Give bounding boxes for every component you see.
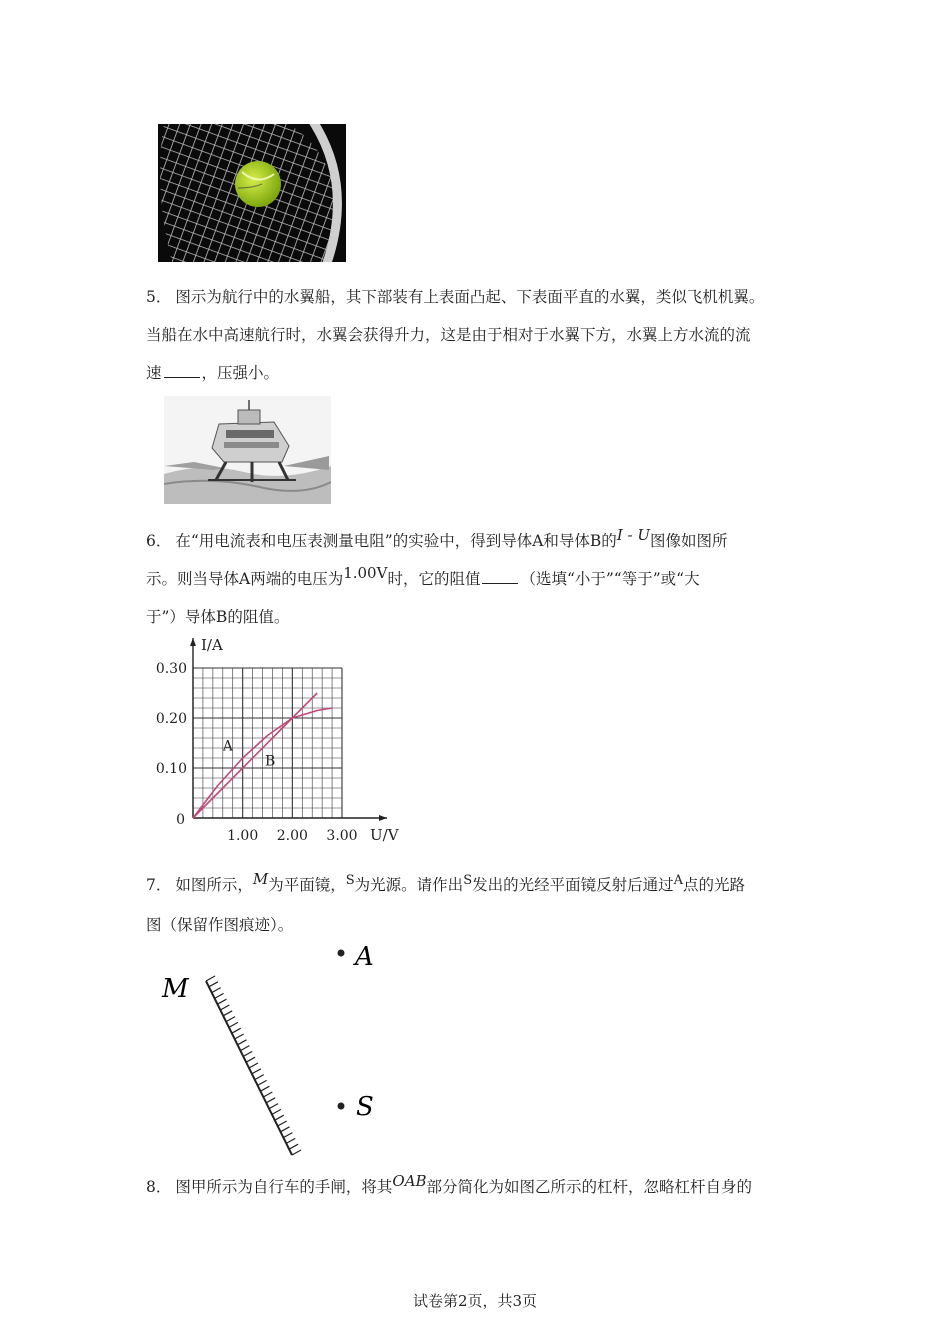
point-a (338, 950, 345, 957)
page-footer: 试卷第2页，共3页 (412, 1292, 538, 1310)
hatch-mark (275, 1115, 284, 1120)
variable-s: S (345, 873, 355, 888)
hatch-mark (240, 1046, 249, 1051)
plane-mirror (206, 981, 292, 1155)
y-tick-label: 0.20 (155, 711, 187, 727)
question-number: 7． (146, 876, 172, 894)
question-text: （选填“小于”“等于”或“大 (520, 570, 700, 588)
question-text: 时，它的阻值 (387, 570, 481, 588)
variable-a: A (673, 873, 683, 888)
hatch-mark (238, 1040, 247, 1045)
question-6 (146, 522, 806, 636)
variable-s: S (463, 873, 473, 888)
mirror-hatching (206, 976, 301, 1155)
hatch-mark (292, 1150, 301, 1155)
y-tick-label: 0.10 (155, 761, 187, 777)
hatch-mark (220, 1005, 229, 1010)
variable-m: M (252, 870, 269, 888)
question-text: ，压强小。 (201, 364, 280, 382)
hatch-mark (263, 1092, 272, 1097)
y-tick-label: 0.30 (155, 661, 187, 677)
hatch-mark (235, 1034, 244, 1039)
question-text: 图（保留作图痕迹）。 (146, 916, 294, 934)
hatch-mark (260, 1086, 269, 1091)
hatch-mark (266, 1098, 275, 1103)
hatch-mark (209, 982, 218, 987)
hydrofoil-boat-photo (164, 396, 331, 504)
i-u-chart (150, 628, 410, 843)
question-text: 点的光路 (683, 876, 746, 894)
variable-oab: OAB (392, 1172, 427, 1190)
question-number: 5． (146, 288, 172, 306)
hatch-mark (212, 988, 221, 993)
hatch-mark (272, 1109, 281, 1114)
hatch-mark (206, 976, 215, 981)
mirror-figure (150, 935, 410, 1160)
hatch-mark (286, 1138, 295, 1143)
x-axis-arrow (379, 815, 387, 821)
answer-blank[interactable] (164, 363, 200, 378)
mirror-label-m: M (162, 974, 189, 1004)
point-s-label: S (356, 1092, 374, 1122)
question-text: 图示为航行中的水翼船，其下部装有上表面凸起、下表面平直的水翼，类似飞机机翼。 (175, 288, 765, 306)
mirror-diagram (150, 935, 410, 1160)
tennis-racket-image (158, 124, 346, 262)
i-u-graph (150, 628, 410, 843)
question-text: 为平面镜， (268, 876, 346, 894)
tennis-racket-photo (158, 124, 346, 262)
question-text: 于”）导体B的阻值。 (146, 608, 290, 626)
question-text: 发出的光经平面镜反射后通过 (472, 876, 674, 894)
point-a-label: A (355, 942, 374, 972)
hatch-mark (243, 1051, 252, 1056)
question-text: 图像如图所 (649, 532, 728, 550)
question-number: 6． (146, 532, 172, 550)
hatch-mark (246, 1057, 255, 1062)
question-text: 图甲所示为自行车的手闸，将其 (175, 1178, 393, 1196)
question-text: 如图所示， (175, 876, 253, 894)
question-text: 为光源。请作出 (354, 876, 464, 894)
question-number: 8． (146, 1178, 172, 1196)
question-text: 速 (146, 364, 162, 382)
voltage-value: 1.00V (343, 564, 388, 582)
hydrofoil-boat-image (164, 396, 331, 504)
hatch-mark (252, 1069, 261, 1074)
x-axis-title: U/V (370, 826, 399, 843)
point-s (338, 1103, 345, 1110)
question-text: 示。则当导体A两端的电压为 (146, 570, 344, 588)
question-8 (146, 1168, 806, 1206)
hatch-mark (217, 999, 226, 1004)
hatch-mark (281, 1127, 290, 1132)
hatch-mark (229, 1022, 238, 1027)
hatch-mark (258, 1080, 267, 1085)
hatch-mark (232, 1028, 241, 1033)
x-tick-label: 2.00 (276, 828, 308, 843)
question-5 (146, 278, 806, 392)
hatch-mark (215, 993, 224, 998)
series-line-B (193, 693, 317, 818)
answer-blank[interactable] (482, 569, 518, 584)
y-axis-arrow (190, 638, 196, 646)
series-label-b: B (265, 753, 276, 770)
x-tick-label: 3.00 (326, 828, 358, 843)
hatch-mark (269, 1104, 278, 1109)
hatch-mark (223, 1011, 232, 1016)
question-text: 部分简化为如图乙所示的杠杆，忽略杠杆自身的 (426, 1178, 753, 1196)
question-7 (146, 866, 806, 944)
hatch-mark (283, 1133, 292, 1138)
series-label-a: A (222, 738, 233, 755)
hatch-mark (255, 1075, 264, 1080)
hatch-mark (289, 1144, 298, 1149)
question-text: 在“用电流表和电压表测量电阻”的实验中，得到导体A和导体B的 (175, 532, 617, 550)
question-text: 当船在水中高速航行时，水翼会获得升力，这是由于相对于水翼下方，水翼上方水流的流 (146, 326, 751, 344)
y-axis-title: I/A (201, 636, 223, 654)
hatch-mark (226, 1017, 235, 1022)
variable-i-u: I - U (616, 526, 650, 544)
x-tick-label: 1.00 (227, 828, 259, 843)
origin-label: 0 (176, 812, 185, 828)
hatch-mark (278, 1121, 287, 1126)
hatch-mark (249, 1063, 258, 1068)
